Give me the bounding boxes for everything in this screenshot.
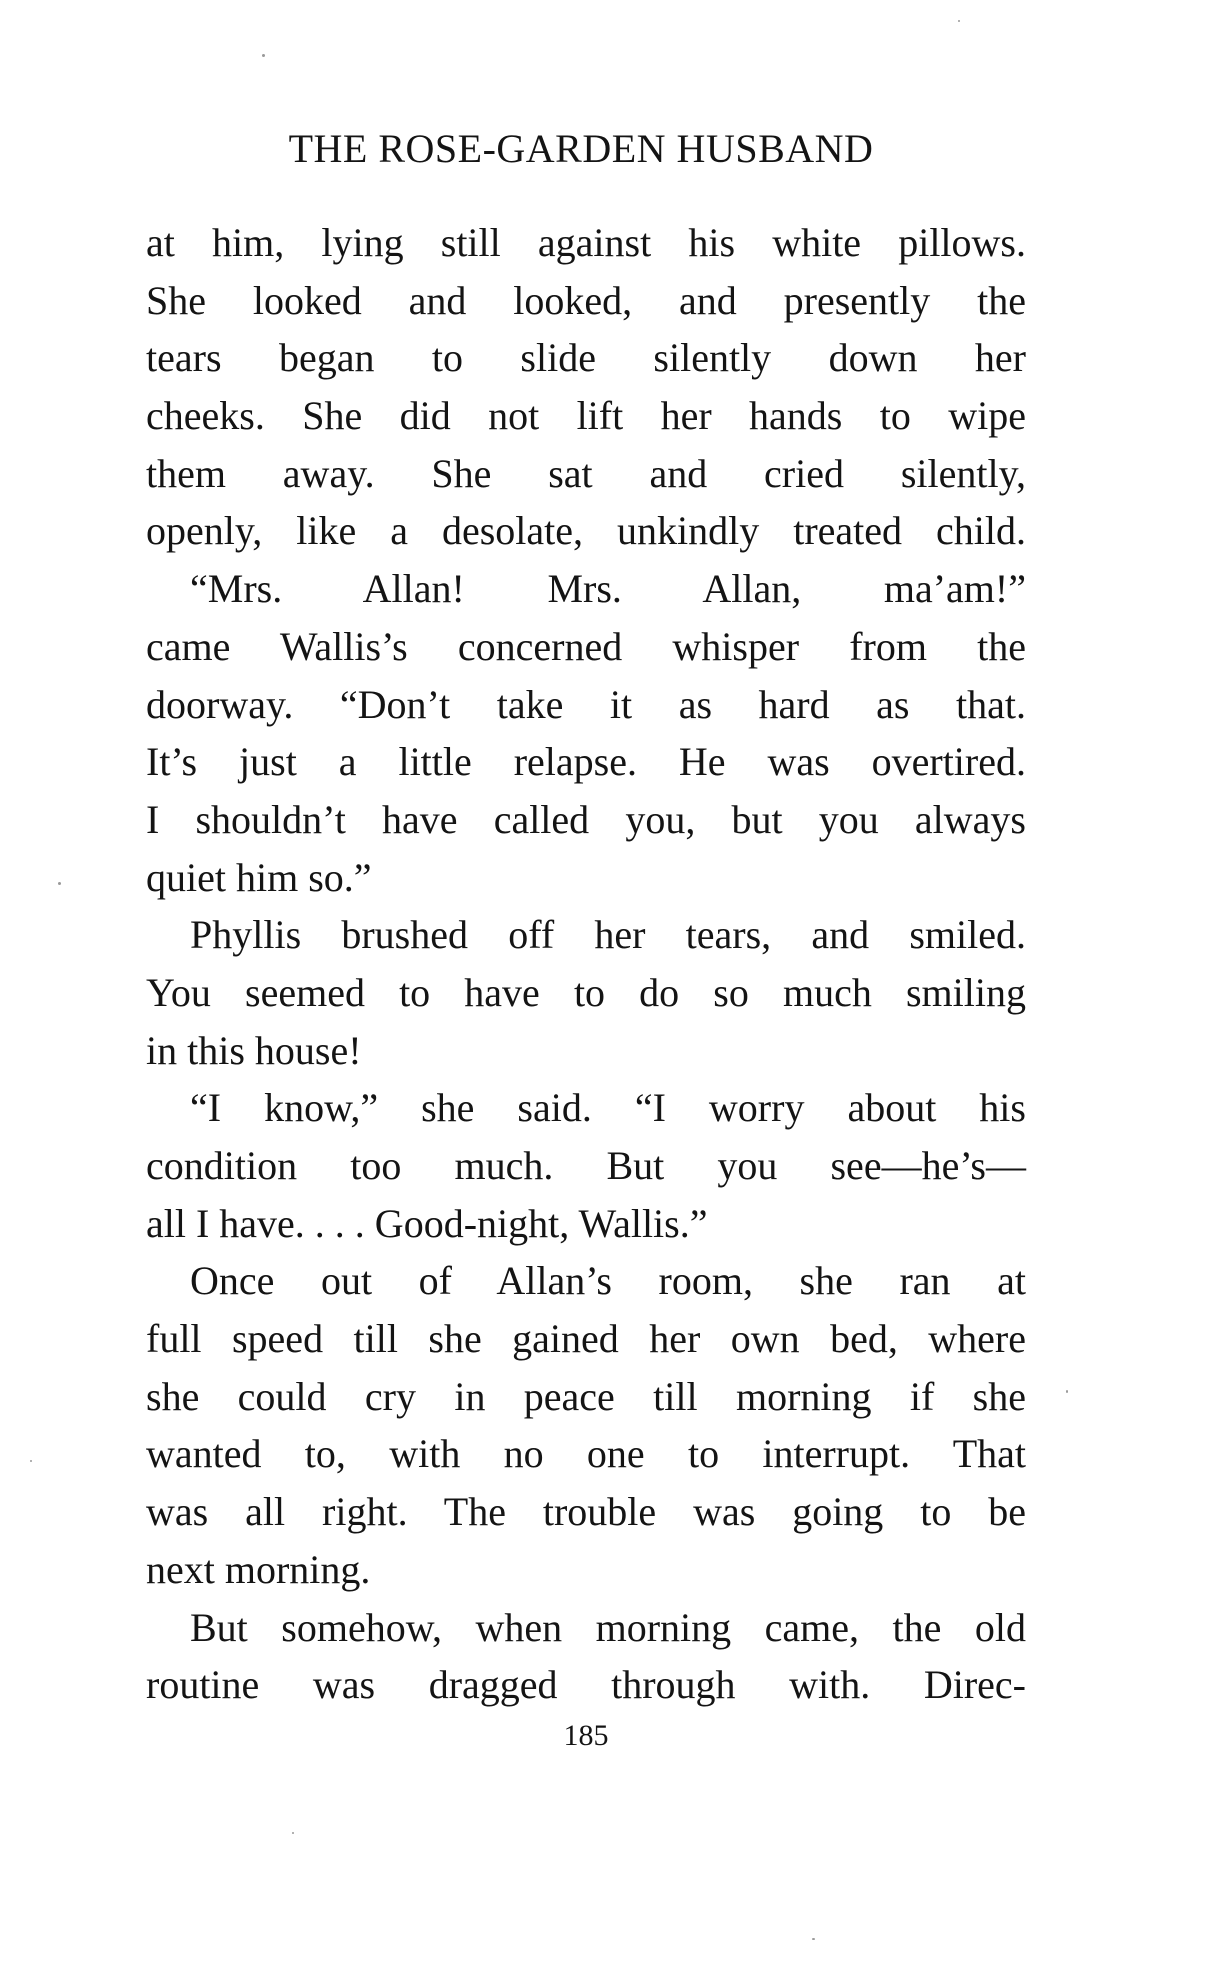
text-line-paragraph-start: Once out of Allan’s room, she ran at	[190, 1258, 1026, 1304]
text-line-paragraph-start: “Mrs. Allan! Mrs. Allan, ma’am!”	[190, 566, 1026, 612]
paper-speck	[30, 1460, 32, 1462]
paper-speck	[958, 20, 960, 22]
text-line: them away. She sat and cried silently,	[146, 450, 1026, 496]
paper-speck	[262, 54, 265, 57]
text-line-paragraph-end: quiet him so.”	[146, 854, 372, 900]
text-line: She looked and looked, and presently the	[146, 277, 1026, 323]
text-line: cheeks. She did not lift her hands to wipe	[146, 393, 1026, 439]
paper-speck	[812, 1938, 815, 1940]
text-line: wanted to, with no one to interrupt. That	[146, 1431, 1026, 1477]
paper-speck	[292, 1832, 294, 1834]
text-line: tears began to slide silently down her	[146, 335, 1026, 381]
text-line: doorway. “Don’t take it as hard as that.	[146, 681, 1026, 727]
page-number: 185	[563, 1719, 609, 1752]
text-line-paragraph-start: Phyllis brushed off her tears, and smiled.	[190, 912, 1026, 958]
text-line: It’s just a little relapse. He was overtired.	[146, 739, 1026, 785]
text-line: routine was dragged through with. Direc-	[146, 1662, 1026, 1708]
paper-speck	[58, 882, 61, 885]
paper-speck	[1066, 1390, 1068, 1393]
text-line: I shouldn’t have called you, but you always	[146, 796, 1026, 842]
running-head-title: THE ROSE-GARDEN HUSBAND	[288, 126, 874, 171]
text-line-paragraph-end: next morning.	[146, 1546, 371, 1592]
text-line-paragraph-end: in this house!	[146, 1027, 362, 1073]
text-line: You seemed to have to do so much smiling	[146, 969, 1026, 1015]
text-line: she could cry in peace till morning if she	[146, 1373, 1026, 1419]
text-line: at him, lying still against his white pillows.	[146, 220, 1026, 265]
text-line: was all right. The trouble was going to be	[146, 1489, 1026, 1535]
text-line-paragraph-start: But somehow, when morning came, the old	[190, 1604, 1026, 1650]
text-line-paragraph-start: “I know,” she said. “I worry about his	[190, 1085, 1026, 1131]
text-line-paragraph-end: all I have. . . . Good-night, Wallis.”	[146, 1200, 708, 1246]
text-line: full speed till she gained her own bed, where	[146, 1316, 1026, 1362]
text-line: came Wallis’s concerned whisper from the	[146, 623, 1026, 669]
text-line: condition too much. But you see—he’s—	[146, 1143, 1026, 1188]
text-line: openly, like a desolate, unkindly treated child.	[146, 508, 1026, 554]
body-text	[146, 214, 1026, 1714]
